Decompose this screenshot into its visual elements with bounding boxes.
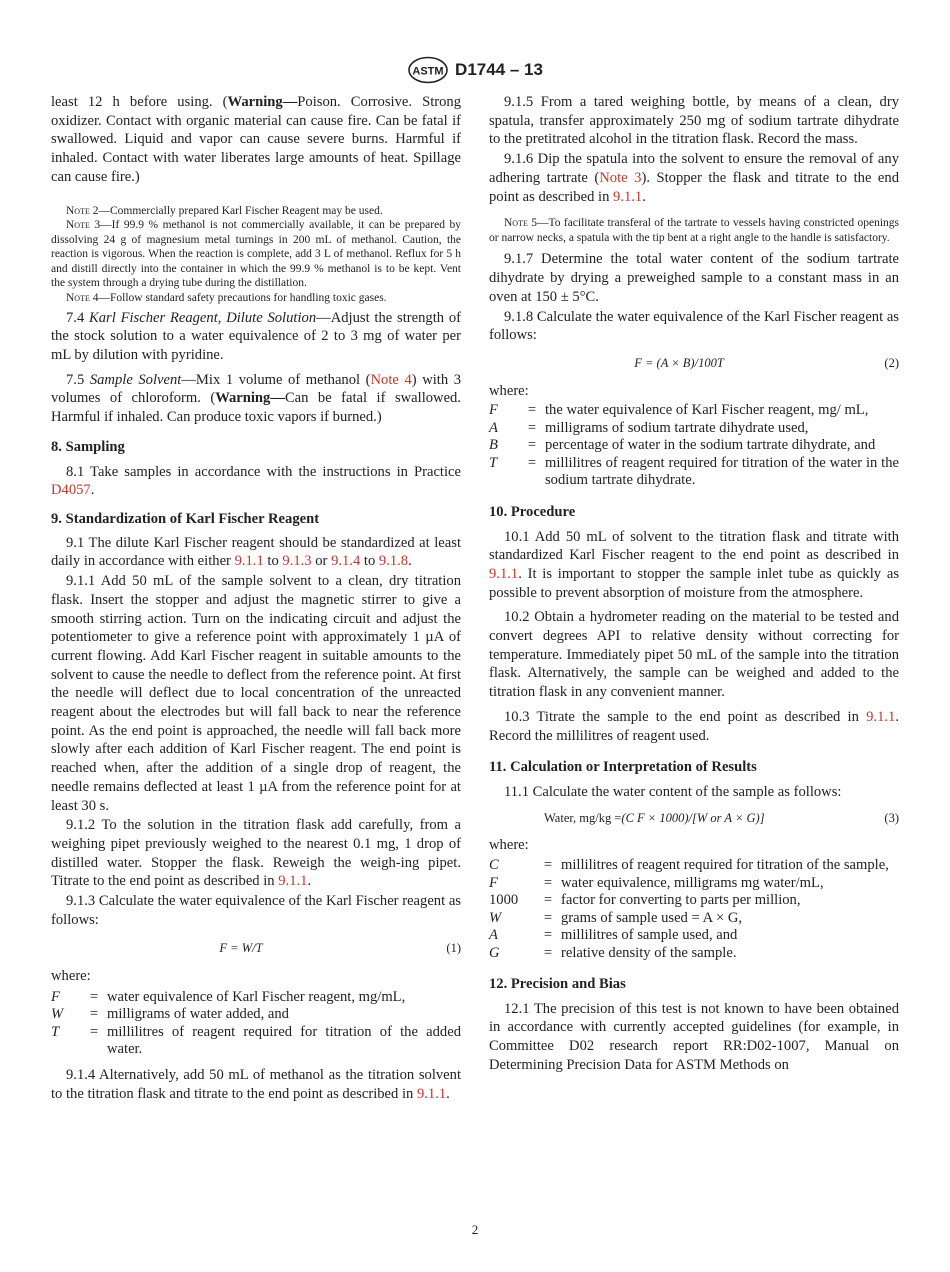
section-9-1-7: 9.1.7 Determine the total water content of the sodium tartrate dihydrate by drying a preweighed sample to a constant mass in an oven at 150 ± 5°C. bbox=[489, 251, 899, 305]
section-8-1: 8.1 Take samples in accordance with the instructions in Practice D4057. bbox=[51, 463, 461, 499]
where-label: where: bbox=[51, 968, 91, 985]
section-11-1: 11.1 Calculate the water content of the sample as follows: bbox=[504, 783, 842, 800]
heading-standardization: 9. Standardization of Karl Fischer Reagent bbox=[51, 511, 320, 527]
d4057-link[interactable]: D4057 bbox=[51, 482, 91, 499]
section-9-1-2: 9.1.2 To the solution in the titration flask add carefully, from a weighing pipet previously weighed to the nearest 0.1 mg, 1 drop of distilled water. Stopper the flask. Reweigh the weigh-ing pipet. Titrate to the end point as described in 9.1.1. bbox=[51, 817, 461, 890]
definition-row: F = water equivalence, milligrams mg water/mL, bbox=[489, 874, 824, 891]
note-5: Note 5—To facilitate transferal of the tartrate to vessels having constricted openings or narrow necks, a spatula with the tip bent at a right angle to the handle is satisfactory. bbox=[489, 217, 899, 244]
definition-row: T = millilitres of reagent required for titration of the added water. bbox=[51, 1023, 461, 1058]
link-9-1-1[interactable]: 9.1.1 bbox=[489, 565, 519, 582]
section-9-1-5: 9.1.5 From a tared weighing bottle, by means of a clean, dry spatula, transfer approximately 250 mg of sodium tartrate dihydrate to the pretitrated alcohol in the titration flask. Record the mass. bbox=[489, 94, 899, 148]
section-12-1: 12.1 The precision of this test is not known to have been obtained in accordance with currently accepted guidelines (for example, in Committee D02 research report RR:D02-1007, Manual on Determining Precision Data for ASTM Methods on bbox=[489, 1000, 899, 1073]
definition-row: F = the water equivalence of Karl Fischer reagent, mg/ mL, bbox=[489, 402, 869, 419]
left-column bbox=[51, 93, 461, 1103]
definition-row: C = millilitres of reagent required for titration of the sample, bbox=[489, 857, 889, 874]
section-9-1: 9.1 The dilute Karl Fischer reagent should be standardized at least daily in accordance with either 9.1.1 to 9.1.3 or 9.1.4 to 9.1.8. bbox=[51, 534, 461, 570]
equation-3-prefix: Water, mg/kg = bbox=[544, 810, 622, 825]
link-9-1-1[interactable]: 9.1.1 bbox=[278, 873, 308, 890]
link-9-1-3[interactable]: 9.1.3 bbox=[282, 553, 312, 570]
section-7-4: 7.4 Karl Fischer Reagent, Dilute Solution—Adjust the strength of the stock solution to a water equivalence of 2 to 3 mg of water per mL by dilution with pyridine. bbox=[51, 309, 462, 364]
page-number: 2 bbox=[471, 1222, 479, 1237]
equation-1-number: (1) bbox=[446, 941, 461, 956]
link-9-1-1[interactable]: 9.1.1 bbox=[613, 188, 643, 205]
equation-2-expression: F = (A × B)/100T bbox=[634, 355, 724, 370]
definitions-eq1 bbox=[51, 989, 461, 1059]
link-9-1-1[interactable]: 9.1.1 bbox=[416, 1085, 447, 1102]
heading-procedure: 10. Procedure bbox=[489, 503, 576, 520]
definition-row: A = millilitres of sample used, and bbox=[489, 927, 738, 944]
section-9-1-4: 9.1.4 Alternatively, add 50 mL of methanol as the titration solvent to the titration flask and titrate to the end point as described in 9.1.1. bbox=[51, 1066, 461, 1102]
definition-row: A = milligrams of sodium tartrate dihydrate used, bbox=[489, 419, 809, 436]
page-header bbox=[0, 56, 950, 84]
note-4-link[interactable]: Note 4 bbox=[370, 371, 412, 388]
section-9-1-3: 9.1.3 Calculate the water equivalence of the Karl Fischer reagent as follows: bbox=[51, 893, 461, 928]
section-10-2: 10.2 Obtain a hydrometer reading on the material to be tested and convert degrees API to relative density without correcting for temperature. Immediately pipet 50 mL of the sample into the titration flask. Alternatively, the sample can be weighed and added to the titration flask in any convenient manner. bbox=[489, 609, 899, 701]
note-2: Note 2—Commercially prepared Karl Fischer Reagent may be used. bbox=[66, 204, 383, 217]
definition-row: G = relative density of the sample. bbox=[489, 944, 737, 961]
definition-row: 1000 = factor for converting to parts per million, bbox=[489, 892, 801, 909]
equation-1-expression: F = W/T bbox=[219, 941, 263, 956]
definition-row: T = millilitres of reagent required for titration of the water in the sodium tartrate dihydrate. bbox=[489, 454, 899, 489]
paragraph-continued: least 12 h before using. (Warning—Poison. Corrosive. Strong oxidizer. Contact with organic material can cause fire. Can be fatal if swallowed. Liquid and vapor can cause severe burns. Harmful if inhaled. Contact with water liberates large amounts of heat. Spillage can cause fire.) bbox=[51, 94, 462, 185]
equation-3 bbox=[489, 809, 899, 828]
definition-row: B = percentage of water in the sodium tartrate dihydrate, and bbox=[489, 437, 876, 454]
astm-logo-icon bbox=[407, 56, 449, 84]
document-designation: D1744 – 13 bbox=[455, 60, 543, 79]
note-3: Note 3—If 99.9 % methanol is not commercially available, it can be prepared by dissolving 24 g of magnesium metal turnings in 200 mL of methanol. Caution, the reaction is vigorous. When the reaction is complete, add 3 L of methanol. Reflux for 5 h and distill directly into the container in which the 99.9 % methanol is to be kept. Vent the system through a drying tube during the distillation. bbox=[51, 219, 461, 290]
definition-row: W = milligrams of water added, and bbox=[51, 1006, 289, 1023]
note-3-link[interactable]: Note 3 bbox=[599, 169, 642, 186]
section-9-1-6: 9.1.6 Dip the spatula into the solvent to ensure the removal of any adhering tartrate (Note 3). Stopper the flask and titrate to the end point as described in 9.1.1. bbox=[489, 151, 899, 205]
section-9-1-1: 9.1.1 Add 50 mL of the sample solvent to a clean, dry titration flask. Insert the stopper and adjust the magnetic stirrer to give a smooth stirring action. Turn on the indicating circuit and adjust the potentiometer to give a reference point with approximately 1 µA of current flowing. Add Karl Fischer reagent in suitable amounts to the solvent to cause the needle to deflect from the reference point. At first the needle will deflect due to local concentration of the unreacted reagent about the electrodes but will fall back to near the reference point. As the end point is approached, the needle will fall back more slowly after each addition of Karl Fischer reagent. The end point is reached when, after the addition of a single drop of reagent, the needle remains deflected at least 1 µA from the reference point for at least 30 s. bbox=[51, 573, 461, 814]
right-column bbox=[489, 93, 899, 1075]
where-label: where: bbox=[489, 837, 529, 854]
equation-2 bbox=[489, 354, 899, 373]
link-9-1-8[interactable]: 9.1.8 bbox=[378, 553, 409, 570]
link-9-1-1[interactable]: 9.1.1 bbox=[234, 553, 264, 570]
where-label: where: bbox=[489, 382, 529, 399]
definitions-eq2 bbox=[489, 402, 899, 490]
equation-1 bbox=[51, 939, 461, 958]
link-9-1-4[interactable]: 9.1.4 bbox=[331, 553, 361, 570]
svg-text:ASTM: ASTM bbox=[412, 65, 444, 78]
heading-precision-bias: 12. Precision and Bias bbox=[489, 976, 626, 993]
section-7-5: 7.5 Sample Solvent—Mix 1 volume of methanol (Note 4) with 3 volumes of chloroform. (Warning—Can be fatal if swallowed. Harmful if inhaled. Can produce toxic vapors if burned.) bbox=[51, 371, 462, 426]
definitions-eq3 bbox=[489, 857, 899, 962]
section-9-1-8: 9.1.8 Calculate the water equivalence of the Karl Fischer reagent as follows: bbox=[489, 308, 899, 344]
definition-row: W = grams of sample used = A × G, bbox=[489, 909, 743, 926]
equation-3-number: (3) bbox=[884, 810, 899, 825]
section-10-3: 10.3 Titrate the sample to the end point as described in 9.1.1. Record the millilitres of reagent used. bbox=[489, 708, 899, 744]
heading-sampling: 8. Sampling bbox=[51, 438, 125, 455]
section-10-1: 10.1 Add 50 mL of solvent to the titration flask and titrate with standardized Karl Fischer reagent to the end point as described in 9.1.1. It is important to stopper the sample inlet tube as quickly as possible to prevent absorption of moisture from the atmosphere. bbox=[489, 528, 899, 601]
heading-calculation: 11. Calculation or Interpretation of Results bbox=[489, 759, 757, 776]
link-9-1-1[interactable]: 9.1.1 bbox=[866, 708, 896, 725]
equation-3-expression: (C F × 1000)/[W or A × G)] bbox=[621, 810, 765, 825]
definition-row: F = water equivalence of Karl Fischer reagent, mg/mL, bbox=[51, 988, 406, 1005]
equation-2-number: (2) bbox=[884, 355, 899, 370]
note-4: Note 4—Follow standard safety precautions for handling toxic gases. bbox=[66, 292, 387, 305]
